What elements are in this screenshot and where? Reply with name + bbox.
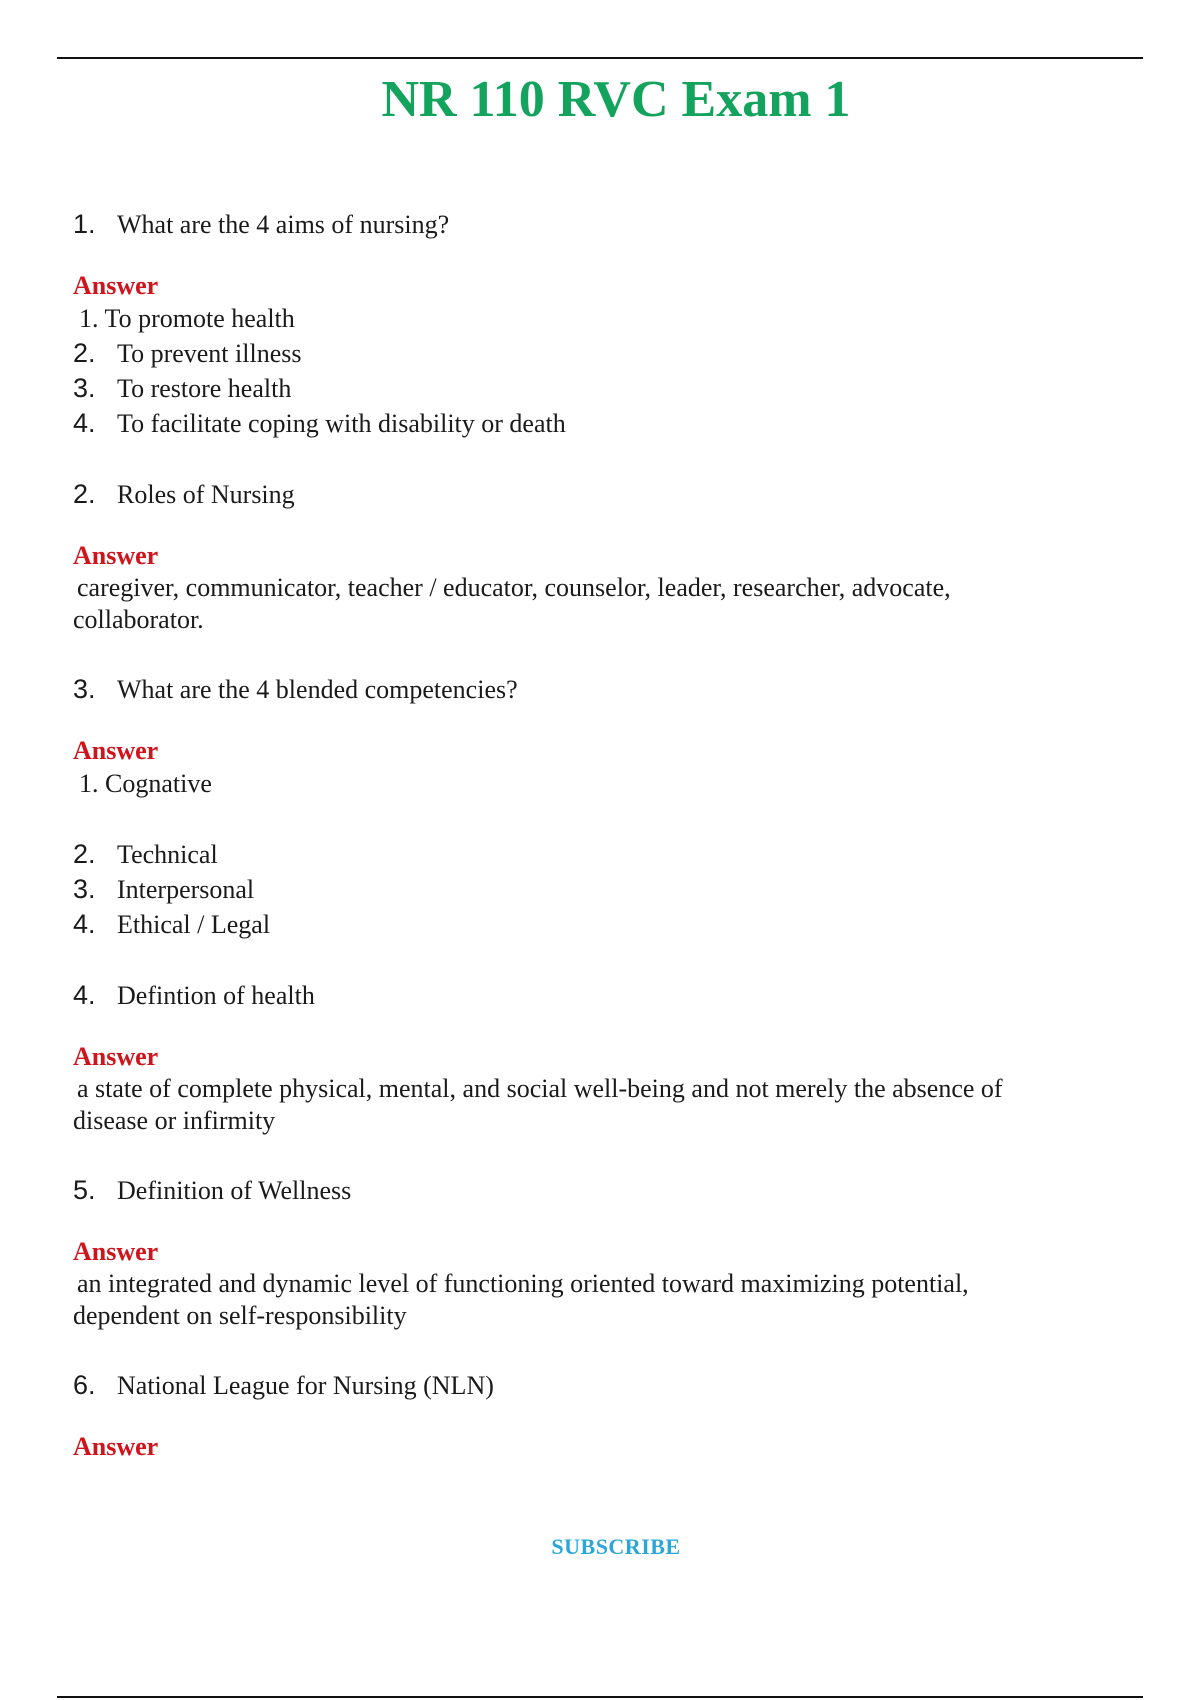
answer-label: Answer xyxy=(73,541,159,570)
answer-list-item-4 xyxy=(73,406,1113,441)
question-number: 4. xyxy=(73,980,96,1010)
answer-list-item-1: 1. Cognative xyxy=(79,769,212,798)
answer-text-line-1: an integrated and dynamic level of functioning oriented toward maximizing potential, xyxy=(77,1269,969,1298)
document-body xyxy=(73,207,1113,1499)
answer-text-line-2: disease or infirmity xyxy=(73,1106,276,1135)
list-text: Interpersonal xyxy=(117,875,255,904)
answer-list-item-1: 1. To promote health xyxy=(79,304,295,333)
list-number: 4. xyxy=(73,909,96,939)
answer-text-line-1: a state of complete physical, mental, and social well-being and not merely the absence of xyxy=(77,1074,1003,1103)
question-1 xyxy=(73,207,1113,242)
question-number: 1. xyxy=(73,209,96,239)
question-text: Defintion of health xyxy=(117,981,315,1010)
answer-label: Answer xyxy=(73,1042,159,1071)
list-text: To restore health xyxy=(117,374,292,403)
answer-text-line-1: caregiver, communicator, teacher / educator, counselor, leader, researcher, advocate, xyxy=(77,573,951,602)
list-gap xyxy=(73,801,1113,837)
list-number: 2. xyxy=(73,338,96,368)
qa-block-5 xyxy=(73,1173,1113,1332)
list-text: To prevent illness xyxy=(117,339,302,368)
list-number: 3. xyxy=(73,874,96,904)
answer-list-item-3 xyxy=(73,371,1113,406)
bottom-rule xyxy=(57,1696,1143,1698)
question-number: 5. xyxy=(73,1175,96,1205)
qa-block-2 xyxy=(73,477,1113,636)
answer-list-item-2 xyxy=(73,837,1113,872)
question-text: Roles of Nursing xyxy=(117,480,295,509)
question-text: Definition of Wellness xyxy=(117,1176,352,1205)
qa-block-1 xyxy=(73,207,1113,441)
question-number: 2. xyxy=(73,479,96,509)
question-3 xyxy=(73,672,1113,707)
answer-label: Answer xyxy=(73,736,159,765)
question-text: What are the 4 blended competencies? xyxy=(117,675,518,704)
answer-list-item-4 xyxy=(73,907,1113,942)
question-4 xyxy=(73,978,1113,1013)
question-text: National League for Nursing (NLN) xyxy=(117,1371,494,1400)
answer-text-line-2: collaborator. xyxy=(73,605,204,634)
qa-block-4 xyxy=(73,978,1113,1137)
question-text: What are the 4 aims of nursing? xyxy=(117,210,450,239)
answer-list-item-3 xyxy=(73,872,1113,907)
list-text: Technical xyxy=(117,840,218,869)
answer-label: Answer xyxy=(73,271,159,300)
document-title: NR 110 RVC Exam 1 xyxy=(381,71,851,128)
answer-label: Answer xyxy=(73,1237,159,1266)
qa-block-6 xyxy=(73,1368,1113,1463)
list-number: 4. xyxy=(73,408,96,438)
question-number: 3. xyxy=(73,674,96,704)
answer-label: Answer xyxy=(73,1432,159,1461)
question-5 xyxy=(73,1173,1113,1208)
list-number: 3. xyxy=(73,373,96,403)
list-text: To facilitate coping with disability or death xyxy=(117,409,566,438)
top-rule xyxy=(57,57,1143,59)
subscribe-link[interactable]: SUBSCRIBE xyxy=(551,1534,681,1559)
question-number: 6. xyxy=(73,1370,96,1400)
answer-text-line-2: dependent on self-responsibility xyxy=(73,1301,407,1330)
answer-list-item-2 xyxy=(73,336,1113,371)
list-text: Ethical / Legal xyxy=(117,910,271,939)
question-6 xyxy=(73,1368,1113,1403)
question-2 xyxy=(73,477,1113,512)
list-number: 2. xyxy=(73,839,96,869)
qa-block-3 xyxy=(73,672,1113,942)
